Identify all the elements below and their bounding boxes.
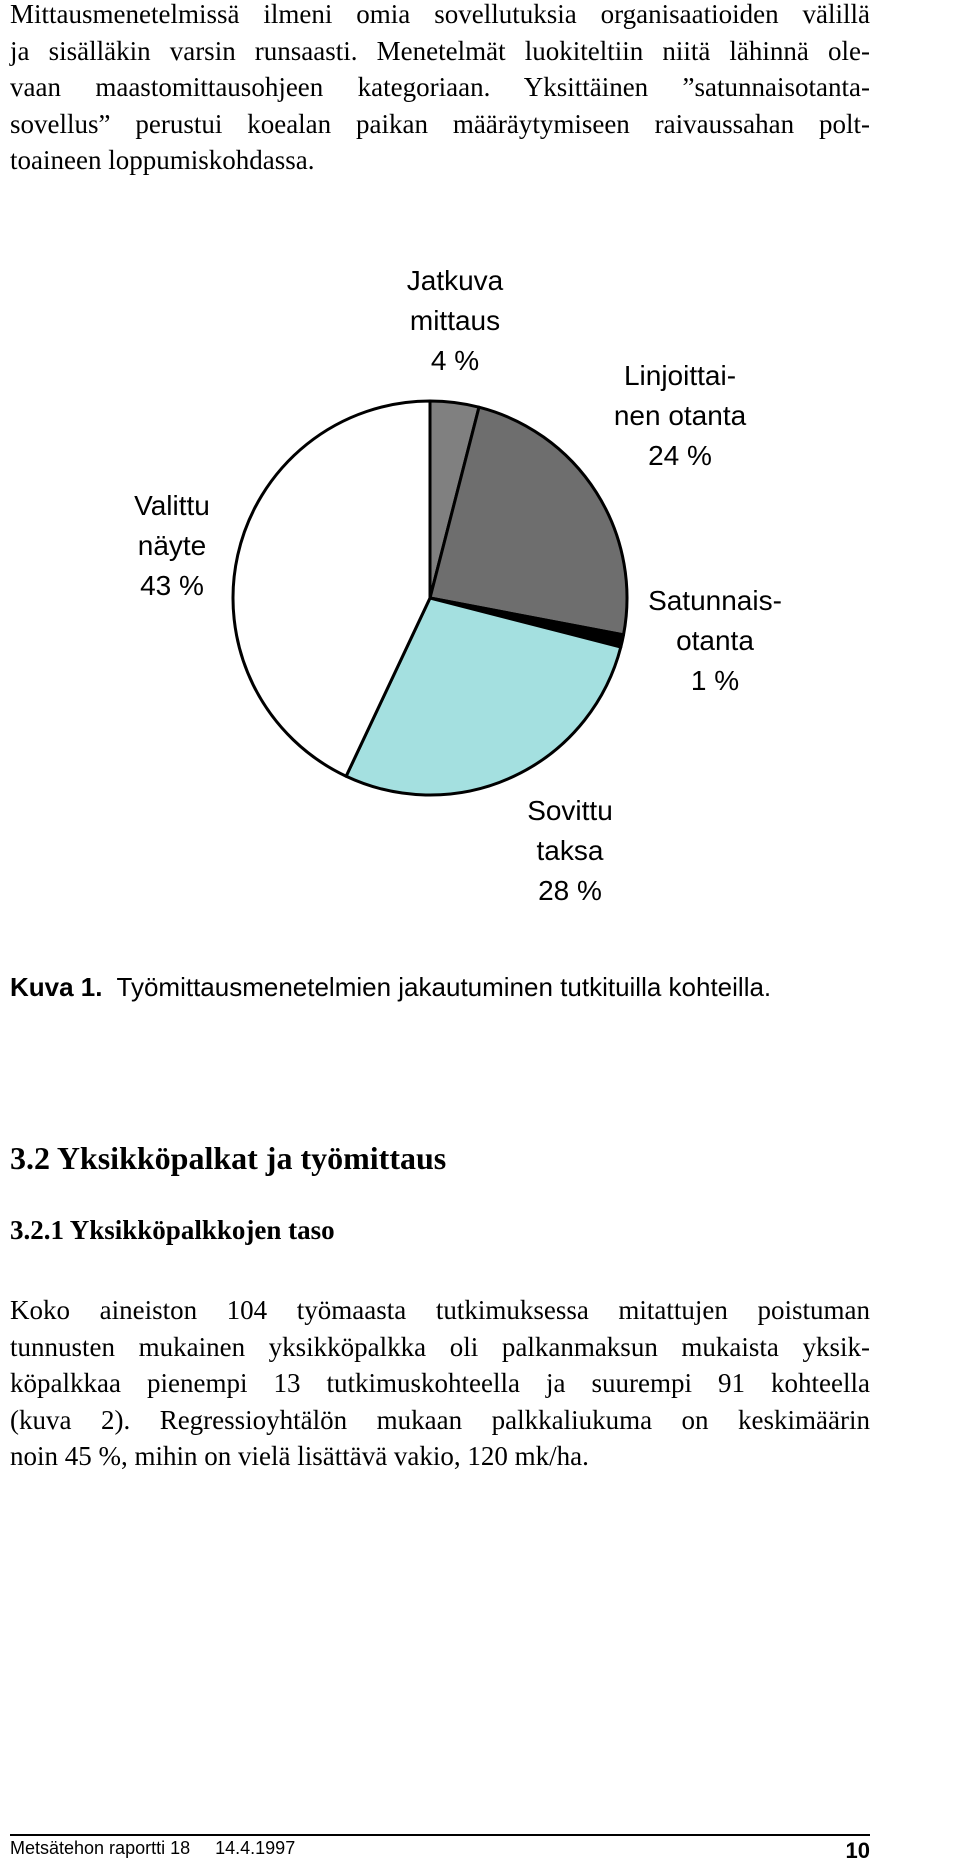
slice-value-label: 43 %	[140, 570, 204, 601]
caption-text: Työmittausmenetelmien jakautuminen tutkituilla kohteilla.	[116, 972, 772, 1002]
page-footer	[10, 1838, 870, 1863]
intro-paragraph	[10, 0, 870, 179]
slice-category-label: Sovittu	[527, 795, 613, 826]
body-line: köpalkkaa pienempi 13 tutkimuskohteella ja suurempi 91 kohteella	[10, 1368, 870, 1398]
subsection-heading: 3.2.1 Yksikköpalkkojen taso	[10, 1215, 335, 1245]
body-line: noin 45 %, mihin on vielä lisättävä vakio, 120 mk/ha.	[10, 1441, 589, 1471]
intro-line: toaineen loppumiskohdassa.	[10, 145, 315, 175]
body-line: (kuva 2). Regressioyhtälön mukaan palkkaliukuma on keskimäärin	[10, 1404, 870, 1435]
slice-category-label: mittaus	[409, 305, 501, 336]
slice-category-label: otanta	[676, 625, 754, 656]
body-line: Koko aineiston 104 työmaasta tutkimuksessa mitattujen poistuman	[10, 1295, 870, 1325]
slice-value-label: 28 %	[538, 875, 602, 906]
slice-category-label: näyte	[137, 530, 207, 561]
slice-value-label: 1 %	[690, 665, 740, 696]
slice-category-label: Linjoittai-	[623, 360, 737, 391]
intro-line: ja sisälläkin varsin runsaasti. Menetelmät luokiteltiin niitä lähinnä ole-	[10, 35, 870, 66]
intro-line: vaan maastomittausohjeen kategoriaan. Yksittäinen ”satunnaisotanta-	[10, 72, 870, 102]
body-line: tunnusten mukainen yksikköpalkka oli palkanmaksun mukaista yksik-	[10, 1331, 870, 1362]
footer-date: 14.4.1997	[215, 1838, 296, 1858]
slice-category-label: Satunnais-	[648, 585, 782, 616]
intro-line: Mittausmenetelmissä ilmeni omia sovellutuksia organisaatioiden välillä	[10, 0, 870, 29]
slice-value-label: 4 %	[430, 345, 480, 376]
caption-label: Kuva 1.	[10, 972, 103, 1002]
footer-rule	[10, 1834, 870, 1836]
pie-chart	[0, 240, 960, 940]
slice-category-label: Jatkuva	[406, 265, 504, 296]
figure-caption	[10, 972, 771, 1003]
page-number: 10	[845, 1838, 870, 1863]
slice-category-label: taksa	[536, 835, 604, 866]
slice-category-label: nen otanta	[613, 400, 747, 431]
section-heading: 3.2 Yksikköpalkat ja työmittaus	[10, 1140, 447, 1176]
footer-report: Metsätehon raportti 18	[10, 1838, 191, 1858]
slice-category-label: Valittu	[134, 490, 210, 521]
slice-value-label: 24 %	[648, 440, 712, 471]
body-paragraph	[10, 1292, 870, 1475]
intro-line: sovellus” perustui koealan paikan määräytymiseen raivaussahan polt-	[10, 108, 870, 139]
